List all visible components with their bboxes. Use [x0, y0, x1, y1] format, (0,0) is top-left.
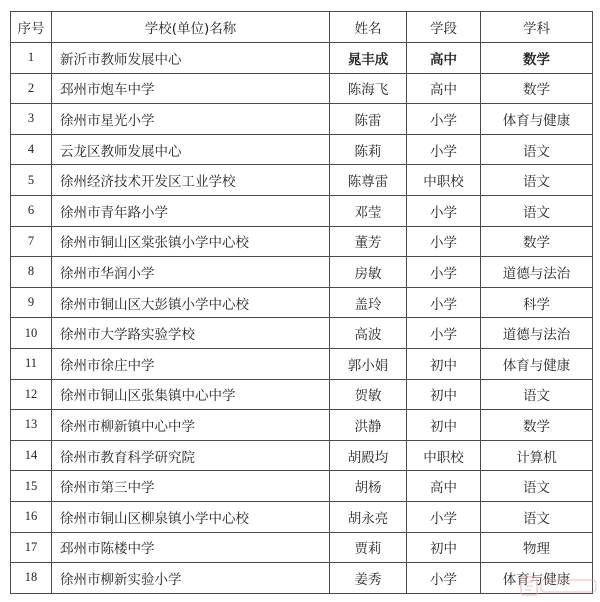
- cell-subject: 道德与法治: [481, 318, 593, 349]
- cell-subject: 体育与健康: [481, 104, 593, 135]
- cell-no: 3: [11, 104, 52, 135]
- cell-school: 徐州市徐庄中学: [52, 348, 330, 379]
- cell-subject: 计算机: [481, 440, 593, 471]
- cell-school: 新沂市教师发展中心: [52, 43, 330, 74]
- cell-no: 7: [11, 226, 52, 257]
- cell-name: 高波: [330, 318, 407, 349]
- cell-school: 徐州市铜山区棠张镇小学中心校: [52, 226, 330, 257]
- cell-level: 小学: [407, 226, 481, 257]
- cell-no: 9: [11, 287, 52, 318]
- table-row: [11, 563, 593, 594]
- cell-level: 小学: [407, 563, 481, 594]
- cell-school: 云龙区教师发展中心: [52, 134, 330, 165]
- cell-subject: 数学: [481, 410, 593, 441]
- cell-school: 邳州市炮车中学: [52, 73, 330, 104]
- cell-name: 房敏: [330, 257, 407, 288]
- table-row: [11, 195, 593, 226]
- cell-subject: 数学: [481, 226, 593, 257]
- table-row: [11, 104, 593, 135]
- header-name: 姓名: [330, 12, 407, 43]
- table-row: [11, 43, 593, 74]
- cell-name: 胡杨: [330, 471, 407, 502]
- cell-subject: 数学: [481, 73, 593, 104]
- table-row: [11, 501, 593, 532]
- table-row: [11, 532, 593, 563]
- cell-school: 徐州市教育科学研究院: [52, 440, 330, 471]
- cell-school: 徐州市华润小学: [52, 257, 330, 288]
- cell-name: 贺敏: [330, 379, 407, 410]
- cell-school: 徐州市铜山区张集镇中心中学: [52, 379, 330, 410]
- cell-level: 小学: [407, 501, 481, 532]
- cell-level: 小学: [407, 104, 481, 135]
- cell-school: 徐州市铜山区柳泉镇小学中心校: [52, 501, 330, 532]
- cell-subject: 数学: [481, 43, 593, 74]
- table-row: [11, 440, 593, 471]
- cell-subject: 物理: [481, 532, 593, 563]
- header-no: 序号: [11, 12, 52, 43]
- cell-level: 初中: [407, 410, 481, 441]
- cell-no: 17: [11, 532, 52, 563]
- table-row: [11, 410, 593, 441]
- header-row: [11, 12, 593, 43]
- cell-subject: 语文: [481, 195, 593, 226]
- cell-subject: 道德与法治: [481, 257, 593, 288]
- cell-no: 10: [11, 318, 52, 349]
- cell-name: 陈海飞: [330, 73, 407, 104]
- cell-school: 徐州市铜山区大彭镇小学中心校: [52, 287, 330, 318]
- cell-subject: 语文: [481, 379, 593, 410]
- table-row: [11, 226, 593, 257]
- cell-level: 中职校: [407, 440, 481, 471]
- cell-level: 小学: [407, 318, 481, 349]
- table-row: [11, 165, 593, 196]
- site-logo-watermark-icon: [520, 574, 598, 598]
- cell-name: 邓莹: [330, 195, 407, 226]
- cell-no: 12: [11, 379, 52, 410]
- cell-level: 高中: [407, 471, 481, 502]
- table-row: [11, 379, 593, 410]
- cell-no: 15: [11, 471, 52, 502]
- table-body: [11, 43, 593, 594]
- cell-name: 胡殿均: [330, 440, 407, 471]
- cell-name: 陈莉: [330, 134, 407, 165]
- cell-school: 邳州市陈楼中学: [52, 532, 330, 563]
- cell-no: 11: [11, 348, 52, 379]
- cell-school: 徐州市大学路实验学校: [52, 318, 330, 349]
- cell-name: 陈尊雷: [330, 165, 407, 196]
- table-row: [11, 134, 593, 165]
- cell-subject: 语文: [481, 134, 593, 165]
- cell-school: 徐州市星光小学: [52, 104, 330, 135]
- table-row: [11, 73, 593, 104]
- table-row: [11, 257, 593, 288]
- cell-name: 陈雷: [330, 104, 407, 135]
- cell-no: 2: [11, 73, 52, 104]
- cell-level: 小学: [407, 134, 481, 165]
- cell-no: 4: [11, 134, 52, 165]
- cell-name: 晁丰成: [330, 43, 407, 74]
- header-level: 学段: [407, 12, 481, 43]
- cell-level: 初中: [407, 379, 481, 410]
- header-school: 学校(单位)名称: [52, 12, 330, 43]
- cell-subject: 语文: [481, 165, 593, 196]
- cell-no: 18: [11, 563, 52, 594]
- cell-name: 董芳: [330, 226, 407, 257]
- roster-table: [10, 11, 593, 594]
- cell-no: 16: [11, 501, 52, 532]
- cell-subject: 体育与健康: [481, 563, 593, 594]
- cell-name: 姜秀: [330, 563, 407, 594]
- table-row: [11, 287, 593, 318]
- table-row: [11, 471, 593, 502]
- table-row: [11, 348, 593, 379]
- cell-no: 1: [11, 43, 52, 74]
- cell-name: 胡永亮: [330, 501, 407, 532]
- cell-level: 初中: [407, 532, 481, 563]
- cell-name: 贾莉: [330, 532, 407, 563]
- cell-no: 13: [11, 410, 52, 441]
- cell-level: 小学: [407, 257, 481, 288]
- cell-school: 徐州市青年路小学: [52, 195, 330, 226]
- cell-school: 徐州经济技术开发区工业学校: [52, 165, 330, 196]
- cell-level: 中职校: [407, 165, 481, 196]
- cell-school: 徐州市第三中学: [52, 471, 330, 502]
- cell-school: 徐州市柳新实验小学: [52, 563, 330, 594]
- cell-no: 6: [11, 195, 52, 226]
- cell-name: 洪静: [330, 410, 407, 441]
- table-row: [11, 318, 593, 349]
- cell-no: 8: [11, 257, 52, 288]
- cell-subject: 科学: [481, 287, 593, 318]
- cell-school: 徐州市柳新镇中心中学: [52, 410, 330, 441]
- cell-level: 小学: [407, 195, 481, 226]
- header-subject: 学科: [481, 12, 593, 43]
- cell-subject: 语文: [481, 471, 593, 502]
- cell-level: 初中: [407, 348, 481, 379]
- cell-name: 盖玲: [330, 287, 407, 318]
- cell-no: 14: [11, 440, 52, 471]
- cell-level: 小学: [407, 287, 481, 318]
- cell-name: 郭小娟: [330, 348, 407, 379]
- cell-no: 5: [11, 165, 52, 196]
- cell-level: 高中: [407, 43, 481, 74]
- cell-level: 高中: [407, 73, 481, 104]
- cell-subject: 语文: [481, 501, 593, 532]
- cell-subject: 体育与健康: [481, 348, 593, 379]
